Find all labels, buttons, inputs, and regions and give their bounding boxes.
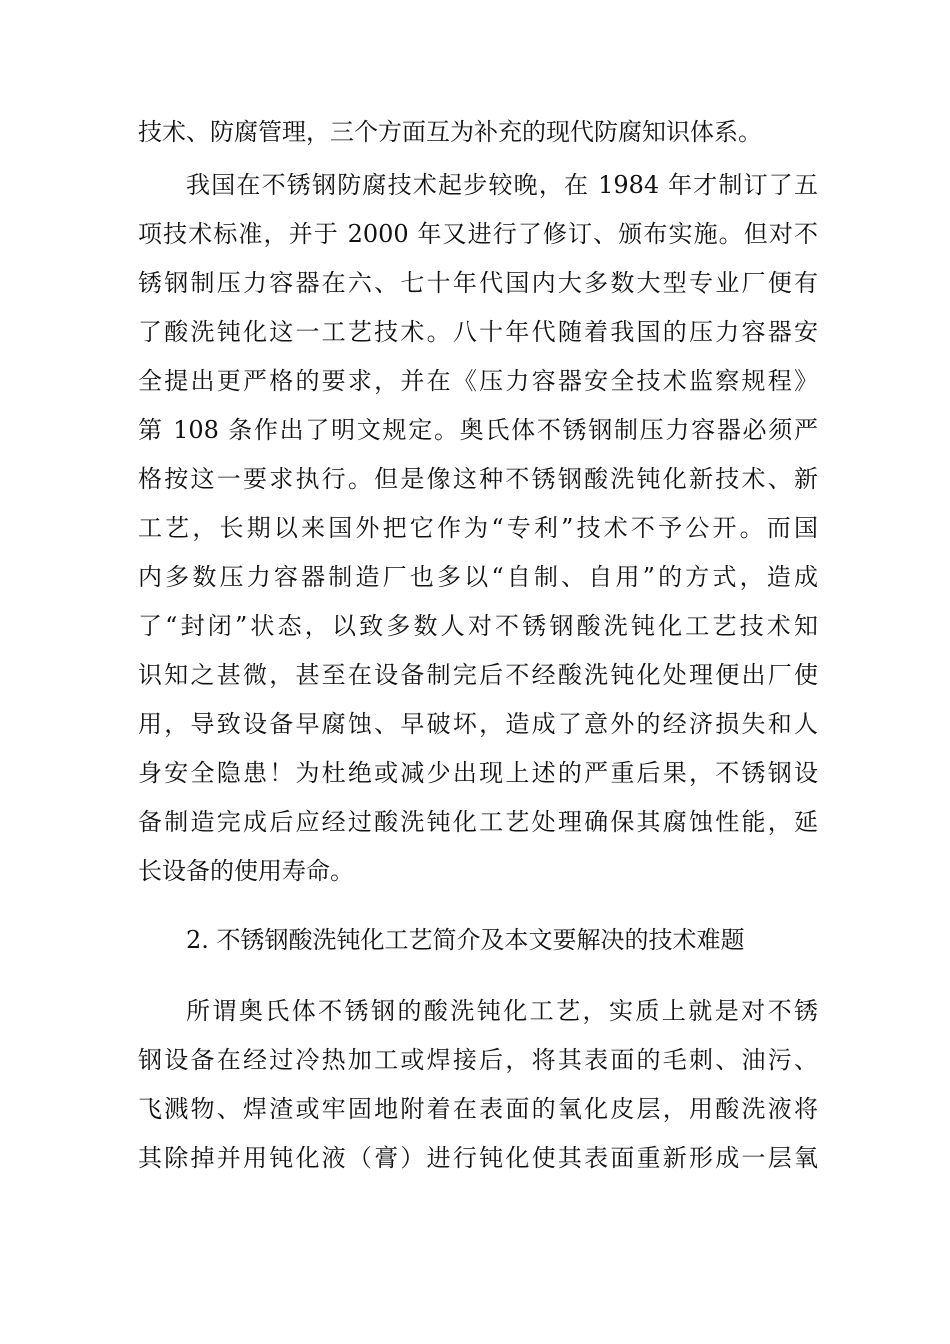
paragraph-2-line-7: 格按这一要求执行。但是像这种不锈钢酸洗钝化新技术、新 [138, 465, 818, 493]
paragraph-1-line-1: 技术、防腐管理，三个方面互为补充的现代防腐知识体系。 [138, 118, 762, 146]
paragraph-2-line-3: 锈钢制压力容器在六、七十年代国内大多数大型专业厂便有 [138, 269, 818, 297]
paragraph-2-line-11: 识知之甚微，甚至在设备制完后不经酸洗钝化处理便出厂使 [138, 661, 818, 689]
paragraph-3-line-3: 飞溅物、焊渣或牢固地附着在表面的氧化皮层，用酸洗液将 [138, 1095, 818, 1123]
paragraph-2-line-13: 身安全隐患！为杜绝或减少出现上述的严重后果，不锈钢设 [138, 759, 818, 787]
paragraph-2-line-4: 了酸洗钝化这一工艺技术。八十年代随着我国的压力容器安 [138, 318, 818, 346]
paragraph-2-line-14: 备制造完成后应经过酸洗钝化工艺处理确保其腐蚀性能，延 [138, 808, 818, 836]
paragraph-2-line-5: 全提出更严格的要求，并在《压力容器安全技术监察规程》 [138, 367, 818, 395]
paragraph-2-line-15: 长设备的使用寿命。 [138, 857, 354, 885]
paragraph-2-line-10: 了“封闭”状态，以致多数人对不锈钢酸洗钝化工艺技术知 [138, 612, 818, 640]
paragraph-2-line-6: 第 108 条作出了明文规定。奥氏体不锈钢制压力容器必须严 [138, 416, 818, 444]
section-heading: 2. 不锈钢酸洗钝化工艺简介及本文要解决的技术难题 [186, 926, 745, 954]
paragraph-2-line-1: 我国在不锈钢防腐技术起步较晚，在 1984 年才制订了五 [186, 171, 818, 199]
paragraph-3-line-4: 其除掉并用钝化液（膏）进行钝化使其表面重新形成一层氧 [138, 1144, 818, 1172]
paragraph-2-line-8: 工艺，长期以来国外把它作为“专利”技术不予公开。而国 [138, 514, 818, 542]
paragraph-3-line-2: 钢设备在经过冷热加工或焊接后，将其表面的毛刺、油污、 [138, 1046, 818, 1074]
paragraph-2-line-2: 项技术标准，并于 2000 年又进行了修订、颁布实施。但对不 [138, 220, 818, 248]
paragraph-2-line-12: 用，导致设备早腐蚀、早破坏，造成了意外的经济损失和人 [138, 710, 818, 738]
paragraph-3-line-1: 所谓奥氏体不锈钢的酸洗钝化工艺，实质上就是对不锈 [186, 997, 818, 1025]
paragraph-2-line-9: 内多数压力容器制造厂也多以“自制、自用”的方式，造成 [138, 563, 818, 591]
